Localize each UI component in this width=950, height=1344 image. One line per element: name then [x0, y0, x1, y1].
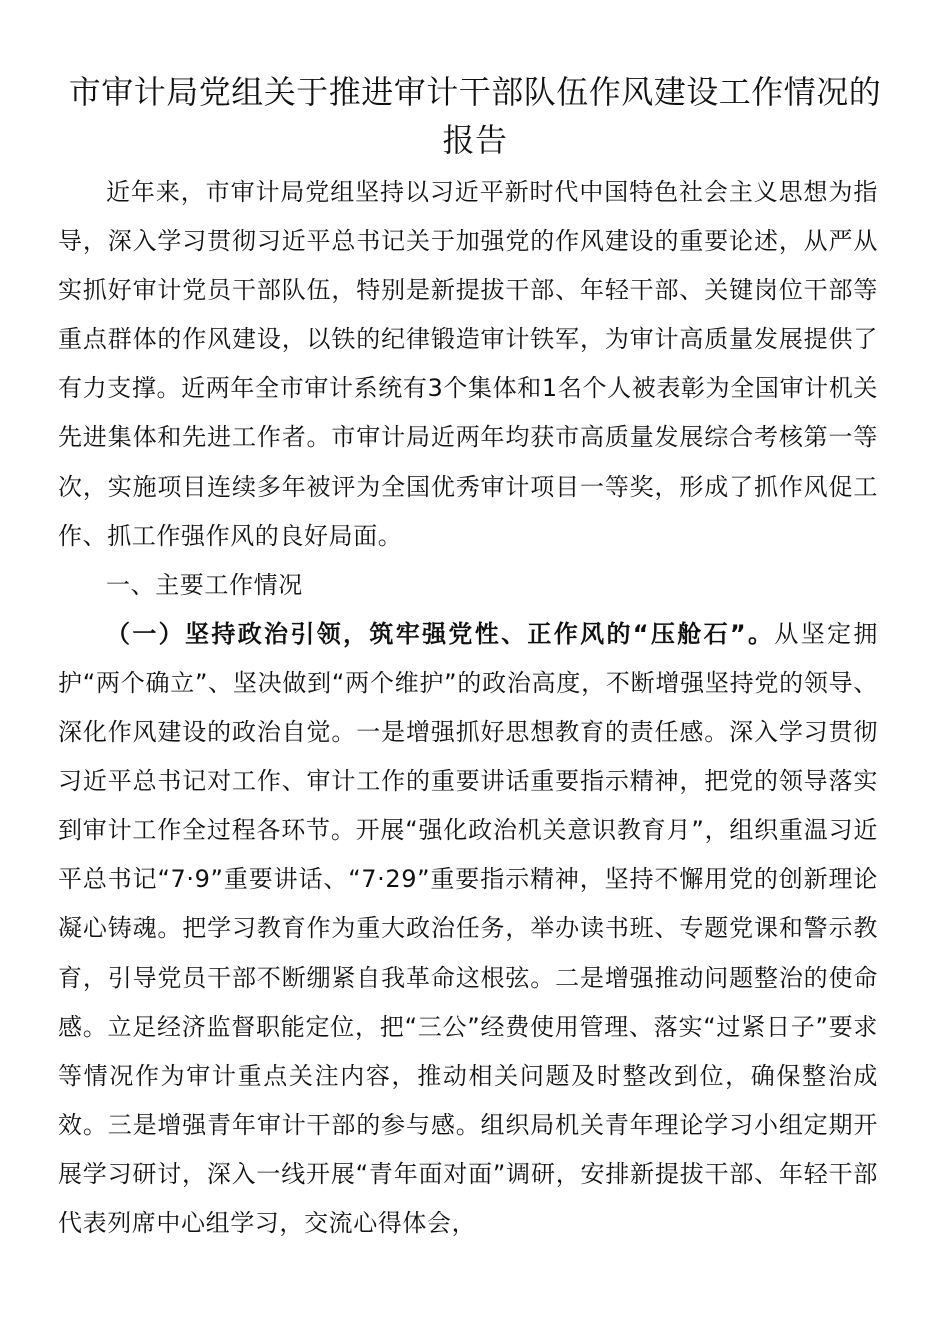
section-heading: 一、主要工作情况 — [106, 570, 303, 599]
intro-paragraph: 近年来，市审计局党组坚持以习近平新时代中国特色社会主义思想为指导，深入学习贯彻习近平总书记关于加强党的作风建设的重要论述，从严从实抓好审计党员干部队伍，特别是新提拔干部、年轻干部、关键岗位干部等重点群体的作风建设，以铁的纪律锻造审计铁军，为审计高质量发展提供了有力支撑。近两年全市审计系统有3个集体和1名个人被表彰为全国审计机关先进集体和先进工作者。市审计局近两年均获市高质量发展综合考核第一等次，实施项目连续多年被评为全国优秀审计项目一等奖，形成了抓作风促工作、抓工作强作风的良好局面。 — [58, 178, 878, 550]
document-title: 市审计局党组关于推进审计干部队伍作风建设工作情况的报告 — [68, 73, 882, 159]
section1-paragraph — [58, 610, 878, 1248]
section1-lead: （一）坚持政治引领，筑牢强党性、正作风的“压舱石”。 — [106, 619, 775, 648]
section1-text: 从坚定拥护“两个确立”、坚决做到“两个维护”的政治高度，不断增强坚持党的领导、深化作风建设的政治自觉。一是增强抓好思想教育的责任感。深入学习贯彻习近平总书记对工作、审计工作的重要讲话重要指示精神，把党的领导落实到审计工作全过程各环节。开展“强化政治机关意识教育月”，组织重温习近平总书记“7·9”重要讲话、“7·29”重要指示精神，坚持不懈用党的创新理论凝心铸魂。把学习教育作为重大政治任务，举办读书班、专题党课和警示教育，引导党员干部不断绷紧自我革命这根弦。二是增强推动问题整治的使命感。立足经济监督职能定位，把“三公”经费使用管理、落实“过紧日子”要求等情况作为审计重点关注内容，推动相关问题及时整改到位，确保整治成效。三是增强青年审计干部的参与感。组织局机关青年理论学习小组定期开展学习研讨，深入一线开展“青年面对面”调研，安排新提拔干部、年轻干部代表列席中心组学习，交流心得体会， — [58, 619, 878, 1237]
document-body — [58, 168, 878, 1248]
